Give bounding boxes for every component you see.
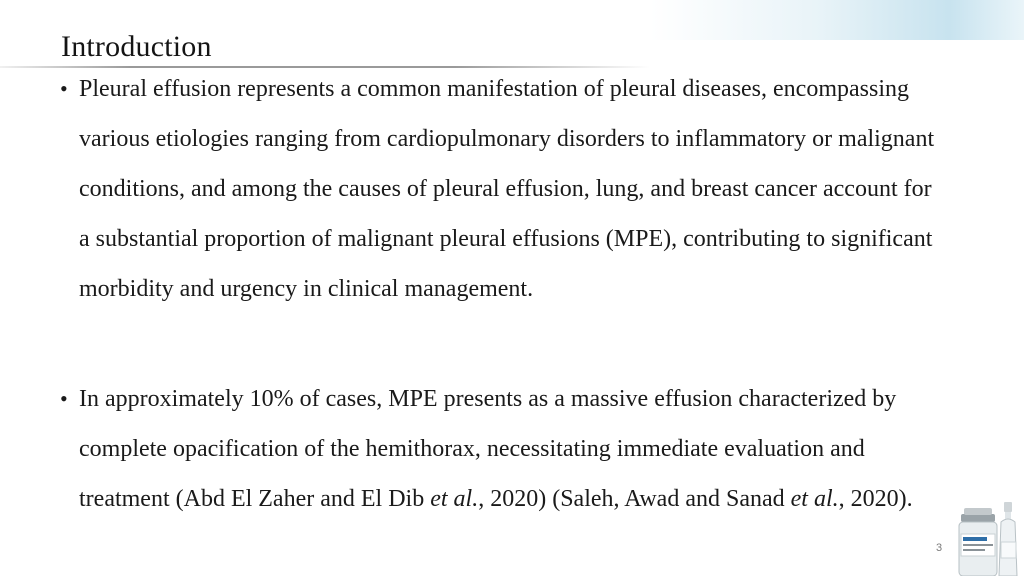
bullet-2-text-b: , 2020) (Saleh, Awad and Sanad [478,486,791,512]
medicine-vials-icon [955,500,1024,576]
bullet-2-text-c: , 2020). [838,486,913,512]
page-number: 3 [936,542,943,554]
slide-title: Introduction [61,30,212,63]
bullet-2-etal-1: et al. [430,486,479,512]
bullet-1-text: Pleural effusion represents a common manifestation of pleural diseases, encompassing various etiologies ranging from cardiopulmonary disorders to inflammatory or malignant conditions, and among the causes of pleural effusion, lung, and breast cancer account for a substantial proportion of malignant pleural effusions (MPE), contributing to significant morbidity and urgency in clinical management. [79,76,935,302]
bullet-paragraph-1 [60,64,940,314]
bullet-paragraph-2 [60,374,940,524]
bullet-icon: • [60,76,68,101]
top-decoration [650,0,1024,40]
bullet-2-text-a: In approximately 10% of cases, MPE presents as a massive effusion characterized by complete opacification of the hemithorax, necessitating immediate evaluation and treatment (Abd El Zaher and El Dib [79,386,897,512]
bullet-2-etal-2: et al. [790,486,839,512]
bullet-icon: • [60,386,68,411]
